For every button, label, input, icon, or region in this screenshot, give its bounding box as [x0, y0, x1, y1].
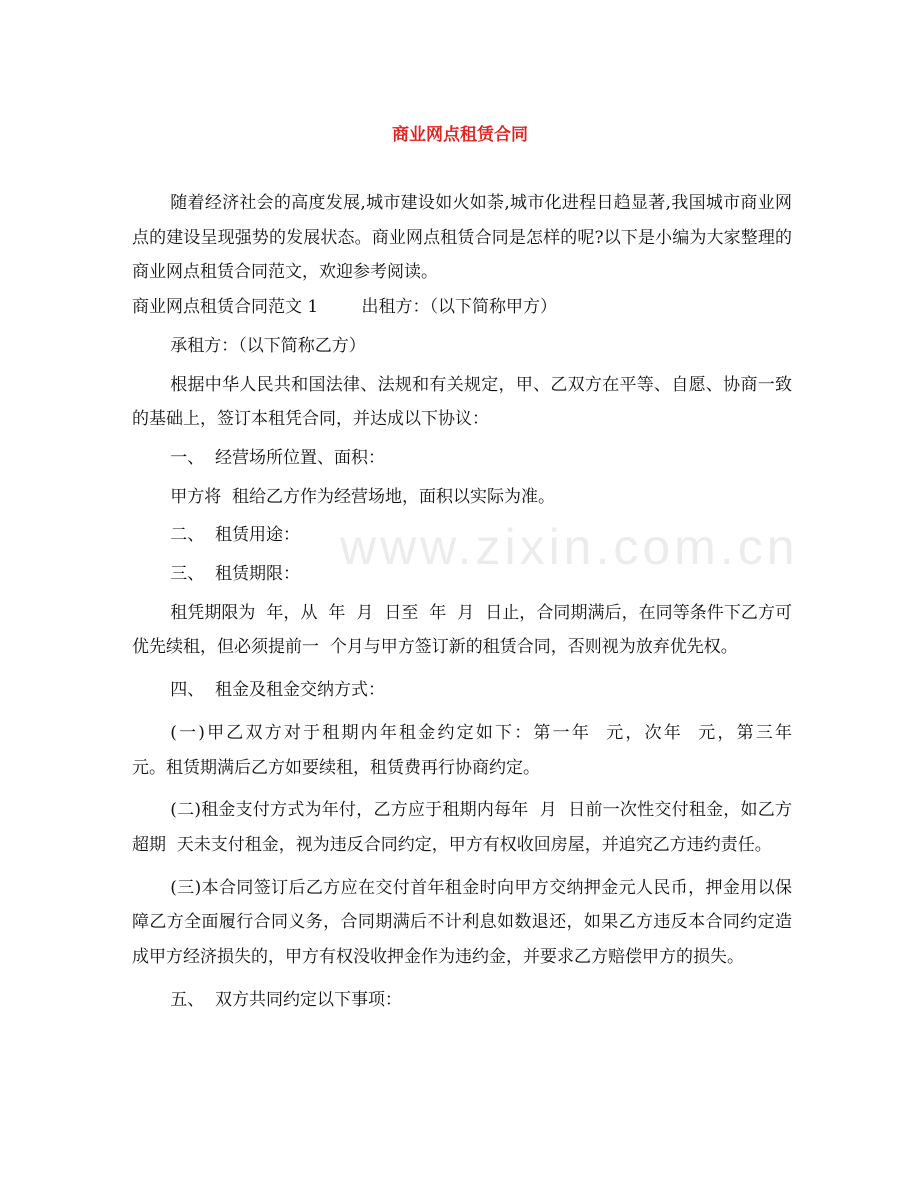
watermark: www.zixin.com.cn	[340, 519, 799, 575]
sample-heading-lessor: 商业网点租赁合同范文 1 出租方：（以下简称甲方）	[132, 297, 557, 318]
lessee-line: 承租方：（以下简称乙方）	[170, 335, 366, 356]
term-clause: 租凭期限为 年，从 年 月 日至 年 月 日止，合同期满后，在同等条件下乙方可优先续租，但必须提前一 个月与甲方签订新的租赁合同，否则视为放弃优先权。	[132, 602, 792, 658]
rent-clause-1: (一)甲乙双方对于租期内年租金约定如下：第一年 元，次年 元，第三年 元。租赁期满后乙方如要续租，租赁费再行协商约定。	[132, 722, 836, 778]
document-body	[132, 186, 836, 1017]
section-heading-term: 三、 租赁期限：	[170, 564, 301, 585]
intro-paragraph: 随着经济社会的高度发展,城市建设如火如荼,城市化进程日趋显著,我国城市商业网点的建设呈现强势的发展状态。商业网点租赁合同是怎样的呢?以下是小编为大家整理的商业网点租赁合同范文，欢迎参考阅读。	[132, 193, 792, 283]
rent-clause-3: (三)本合同签订后乙方应在交付首年租金时向甲方交纳押金元人民币，押金用以保障乙方全面履行合同义务，合同期满后不计利息如数退还，如果乙方违反本合同约定造成甲方经济损失的，甲方有权没收押金作为违约金，并要求乙方赔偿甲方的损失。	[132, 877, 792, 968]
section-heading-purpose: 二、 租赁用途：	[170, 525, 301, 546]
rent-clause-2: (二)租金支付方式为年付，乙方应于租期内每年 月 日前一次性交付租金，如乙方超期 天未支付租金，视为违反合同约定，甲方有权收回房屋，并追究乙方违约责任。	[132, 800, 792, 855]
section-heading-mutual: 五、 双方共同约定以下事项：	[170, 989, 403, 1010]
agreement-preamble: 根据中华人民共和国法律、法规和有关规定，甲、乙双方在平等、自愿、协商一致的基础上，签订本租凭合同，并达成以下协议：	[132, 374, 792, 430]
section-heading-location: 一、 经营场所位置、面积：	[170, 447, 386, 468]
location-clause: 甲方将 租给乙方作为经营场地，面积以实际为准。	[170, 486, 556, 507]
section-heading-rent: 四、 租金及租金交纳方式：	[170, 680, 386, 701]
document-title: 商业网点租赁合同	[392, 125, 528, 145]
